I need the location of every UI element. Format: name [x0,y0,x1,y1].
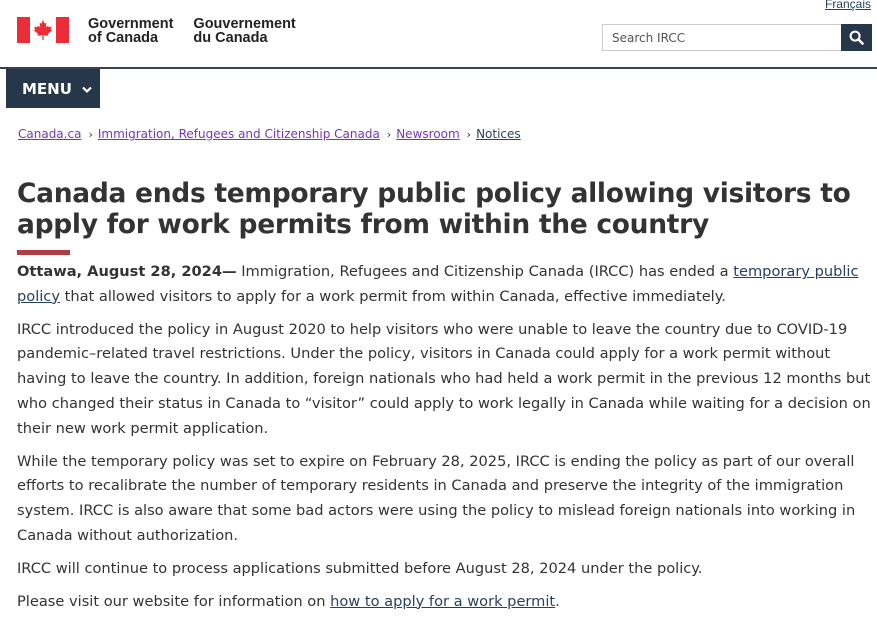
breadcrumb-notices[interactable]: Notices [476,127,521,141]
title-underline [17,250,70,255]
search-input[interactable] [602,24,841,51]
breadcrumb [18,127,521,141]
breadcrumb-separator: › [386,127,392,141]
language-toggle-link[interactable]: Français [824,0,871,11]
chevron-down-icon [82,80,92,98]
how-to-apply-work-permit-link[interactable]: how to apply for a work permit [330,592,556,610]
menu-label: MENU [22,79,72,98]
article-body [17,260,873,622]
wordmark-en-line2: of Canada [88,30,159,46]
paragraph-1 [17,260,873,310]
breadcrumb-canada-ca[interactable]: Canada.ca [18,127,82,141]
paragraph-2: IRCC introduced the policy in August 2020 to help visitors who were unable to leave the country due to COVID-19 pandemic–related travel restrictions. Under the policy, visitors in Canada could apply for a work permit without having to leave the country. In addition, foreign nationals who had held a work permit in the previous 12 months but who changed their status in Canada to “visitor” could apply to work legally in Canada while waiting for a decision on their new work permit application. [17,320,871,437]
wordmark-en-line1: Government [88,16,174,32]
paragraph-5-text-a: Please visit our website for information on [17,592,331,610]
paragraph-3: While the temporary policy was set to expire on February 28, 2025, IRCC is ending the policy as part of our overall efforts to recalibrate the number of temporary residents in Canada and preserve the integrity of the immigration system. IRCC is also aware that some bad actors were using the policy to mislead foreign nationals into working in Canada without authorization. [17,452,856,544]
paragraph-1-text-a: Immigration, Refugees and Citizenship Canada (IRCC) has ended a [236,263,734,280]
header-divider [0,67,877,69]
paragraph-4: IRCC will continue to process applications submitted before August 28, 2024 under the policy. [17,559,703,577]
search-button[interactable] [841,24,872,51]
paragraph-1-text-b: that allowed visitors to apply for a work permit from within Canada, effective immediately. [59,287,726,305]
wordmark-fr-line1: Gouvernement [193,16,296,32]
page-title: Canada ends temporary public policy allowing visitors to apply for work permits from within the country [17,178,851,240]
search-icon [849,30,864,45]
temporary-public-policy-link[interactable]: temporary public policy [17,263,859,305]
canada-flag-icon [17,17,69,43]
wordmark-english [88,17,173,45]
breadcrumb-separator: › [88,127,93,141]
government-of-canada-signature[interactable] [17,17,296,45]
search-form [602,24,872,51]
wordmark-french [193,17,295,45]
breadcrumb-newsroom[interactable]: Newsroom [396,127,460,141]
paragraph-5 [17,590,873,615]
menu-button[interactable] [6,69,100,108]
breadcrumb-ircc[interactable]: Immigration, Refugees and Citizenship Canada [97,127,380,141]
dateline: Ottawa, August 28, 2024— [17,263,237,280]
breadcrumb-separator: › [466,127,472,141]
paragraph-5-text-b: . [555,592,560,610]
wordmark-fr-line2: du Canada [193,30,268,46]
